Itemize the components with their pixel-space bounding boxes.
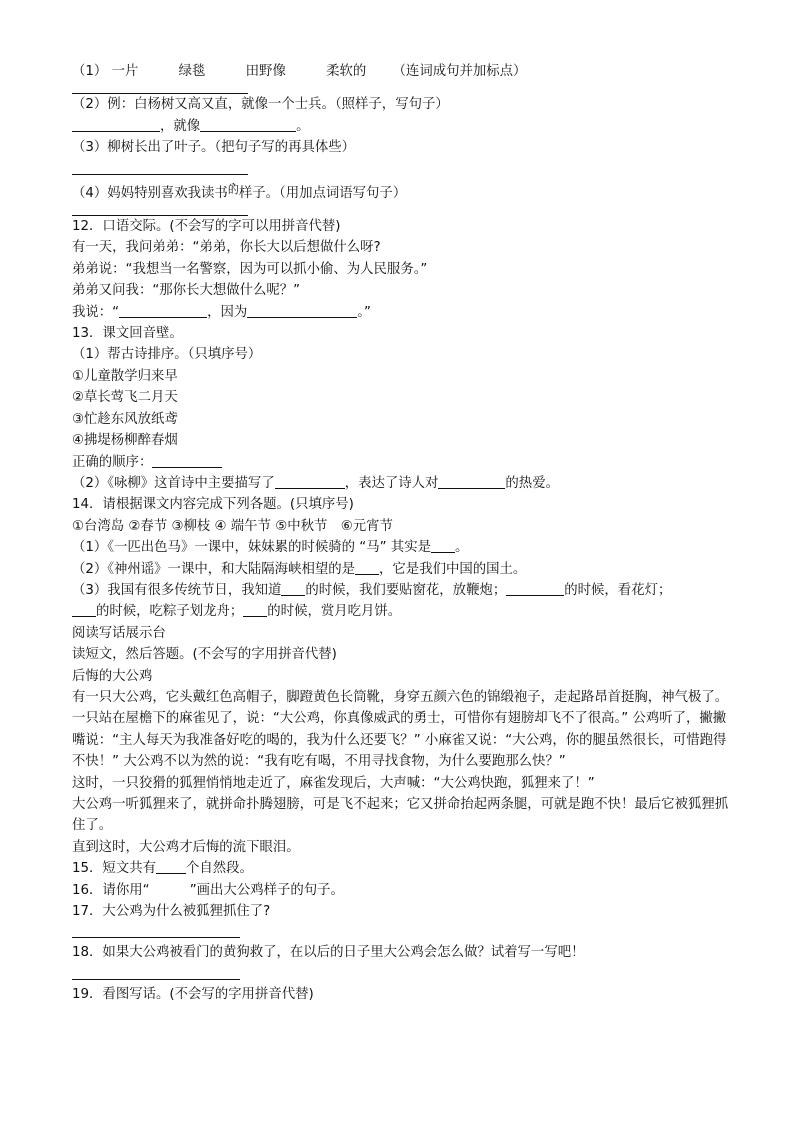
answer-blank[interactable] — [156, 859, 186, 874]
poem-line-4: ④拂堤杨柳醉春烟 — [72, 433, 178, 449]
q12-title: 12．口语交际。(不会写的字可以用拼音代替) — [72, 219, 341, 235]
q11-part1-instruction: （连词成句并加标点） — [392, 64, 527, 79]
q15-a: 15．短文共有 — [72, 861, 156, 877]
answer-blank[interactable] — [431, 538, 455, 553]
q11-part2: （2）例：白杨树又高又直，就像一个士兵。（照样子，写句子） — [72, 97, 449, 113]
q14-sub3 — [72, 580, 732, 601]
q11-part4-post: 样子。（用加点词语写句子） — [238, 185, 407, 201]
q16: 16．请你用“ ”画出大公鸡样子的句子。 — [72, 882, 344, 898]
q14-s3a: （3）我国有很多传统节日，我知道 — [72, 582, 282, 598]
poem-line-3: ③忙趁东风放纸鸢 — [72, 411, 178, 427]
reading-section-title: 阅读写话展示台 — [72, 625, 166, 641]
q12-l4a: 我说：“ — [72, 304, 120, 320]
answer-blank[interactable] — [119, 303, 207, 318]
q14-s3b: 的时候，我们要贴窗花，放鞭炮； — [305, 582, 507, 598]
q13-sub2 — [72, 473, 732, 494]
answer-line[interactable] — [72, 163, 248, 175]
q13-order — [72, 452, 732, 473]
answer-line[interactable] — [72, 968, 240, 980]
answer-line[interactable] — [72, 82, 248, 94]
q17: 17．大公鸡为什么被狐狸抓住了? — [72, 904, 271, 920]
word-2: 绿毯 — [178, 64, 206, 79]
q11-part2-mid: ，就像 — [160, 118, 201, 134]
story-title: 后悔的大公鸡 — [72, 668, 153, 684]
answer-blank[interactable] — [438, 474, 505, 489]
word-1: 一片 — [111, 64, 139, 79]
q14-s2a: （2）《神州谣》一课中，和大陆隔海峡相望的是 — [72, 561, 356, 577]
q14-options: ①台湾岛 ②春节 ③柳枝 ④ 端午节 ⑤中秋节 ⑥元宵节 — [72, 518, 393, 534]
q14-sub2 — [72, 559, 732, 580]
q14-s2b: ，它是我们中国的国土。 — [379, 561, 527, 577]
story-paragraph-4: 大公鸡一听狐狸来了，就拼命扑腾翅膀，可是飞不起来；它又拼命抬起两条腿，可就是跑不快！最后它被狐狸抓住了。 — [72, 797, 729, 834]
q13-sub2a: （2）《咏柳》这首诗中主要描写了 — [72, 475, 275, 491]
answer-blank[interactable] — [247, 303, 357, 318]
q14-sub1 — [72, 537, 732, 558]
q12-l4c: 。” — [357, 304, 371, 320]
q14-s1a: （1）《一匹出色马》一课中，妹妹累的时候骑的 “马” 其实是 — [72, 540, 431, 556]
q12-line1: 有一天，我问弟弟：“弟弟，你长大以后想做什么呀? — [72, 240, 381, 256]
poem-line-1: ①儿童散学归来早 — [72, 368, 178, 384]
q11-part2-end: 。 — [296, 118, 310, 134]
q14-s3d: 的时候，吃粽子划龙舟； — [96, 604, 244, 620]
q13-sub1: （1）帮古诗排序。（只填序号） — [72, 347, 262, 363]
answer-blank[interactable] — [281, 581, 305, 596]
worksheet-page — [72, 61, 732, 1005]
poem-line-2: ②草长莺飞二月天 — [72, 390, 178, 406]
answer-blank[interactable] — [243, 602, 267, 617]
q11-part4 — [72, 179, 732, 204]
story-paragraph-3: 这时，一只狡猾的狐狸悄悄地走近了，麻雀发现后，大声喊：“大公鸡快跑，狐狸来了！” — [72, 775, 595, 791]
q15 — [72, 858, 732, 879]
q11-part2-fill — [72, 116, 732, 137]
dotted-word: 的 — [227, 182, 239, 196]
q19: 19．看图写话。(不会写的字用拼音代替) — [72, 986, 314, 1002]
answer-blank[interactable] — [72, 117, 160, 132]
q13-title: 13．课文回音壁。 — [72, 326, 183, 342]
answer-blank[interactable] — [355, 560, 379, 575]
answer-blank[interactable] — [200, 117, 296, 132]
answer-line[interactable] — [72, 204, 248, 216]
q11-part1 — [72, 61, 732, 82]
answer-blank[interactable] — [506, 581, 564, 596]
order-label: 正确的顺序： — [72, 454, 153, 470]
answer-blank[interactable] — [72, 602, 96, 617]
q12-line3: 弟弟又问我：“那你长大想做什么呢？” — [72, 283, 301, 299]
q14-sub3-cont — [72, 601, 732, 622]
q11-part4-pre: （4）妈妈特别喜欢我读书 — [72, 185, 228, 201]
q11-part1-label: （1） — [72, 64, 108, 79]
answer-line[interactable] — [72, 926, 240, 938]
q14-s3c: 的时候，看花灯； — [564, 582, 672, 598]
story-paragraph-1: 有一只大公鸡，它头戴红色高帽子，脚蹬黄色长筒靴，身穿五颜六色的锦缎袍子，走起路昂首挺胸，神气极了。 — [72, 689, 729, 705]
reading-instruction: 读短文，然后答题。(不会写的字用拼音代替) — [72, 647, 337, 663]
story-paragraph-5: 直到这时，大公鸡才后悔的流下眼泪。 — [72, 839, 300, 855]
q14-s1b: 。 — [454, 540, 469, 556]
story-paragraph-2: 一只站在屋檐下的麻雀见了，说：“大公鸡，你真像威武的勇士，可惜你有翅膀却飞不了很高。” 公鸡听了，撇撇嘴说：“主人每天为我准备好吃的喝的，我为什么还要飞？” 小麻雀又说：“大公鸡，你的腿虽然很长，可惜跑得不快！” 大公鸡不以为然的说：“我有吃有喝，不用寻找食物，为什么要跑那么快？” — [72, 711, 727, 770]
q12-line4 — [72, 302, 732, 323]
word-3: 田野像 — [245, 64, 286, 79]
q12-line2: 弟弟说：“我想当一名警察，因为可以抓小偷、为人民服务。” — [72, 261, 428, 277]
q18: 18．如果大公鸡被看门的黄狗救了，在以后的日子里大公鸡会怎么做？试着写一写吧！ — [72, 945, 585, 961]
q14-s3e: 的时候，赏月吃月饼。 — [267, 604, 402, 620]
word-4: 柔软的 — [326, 64, 367, 79]
q12-l4b: ，因为 — [207, 304, 248, 320]
q13-sub2c: 的热爱。 — [505, 475, 559, 491]
q14-title: 14．请根据课文内容完成下列各题。(只填序号) — [72, 497, 354, 513]
q11-part3: （3）柳树长出了叶子。（把句子写的再具体些） — [72, 140, 356, 156]
q13-sub2b: ，表达了诗人对 — [344, 475, 439, 491]
q15-b: 个自然段。 — [186, 861, 253, 877]
answer-blank[interactable] — [275, 474, 345, 489]
answer-blank[interactable] — [152, 453, 222, 468]
